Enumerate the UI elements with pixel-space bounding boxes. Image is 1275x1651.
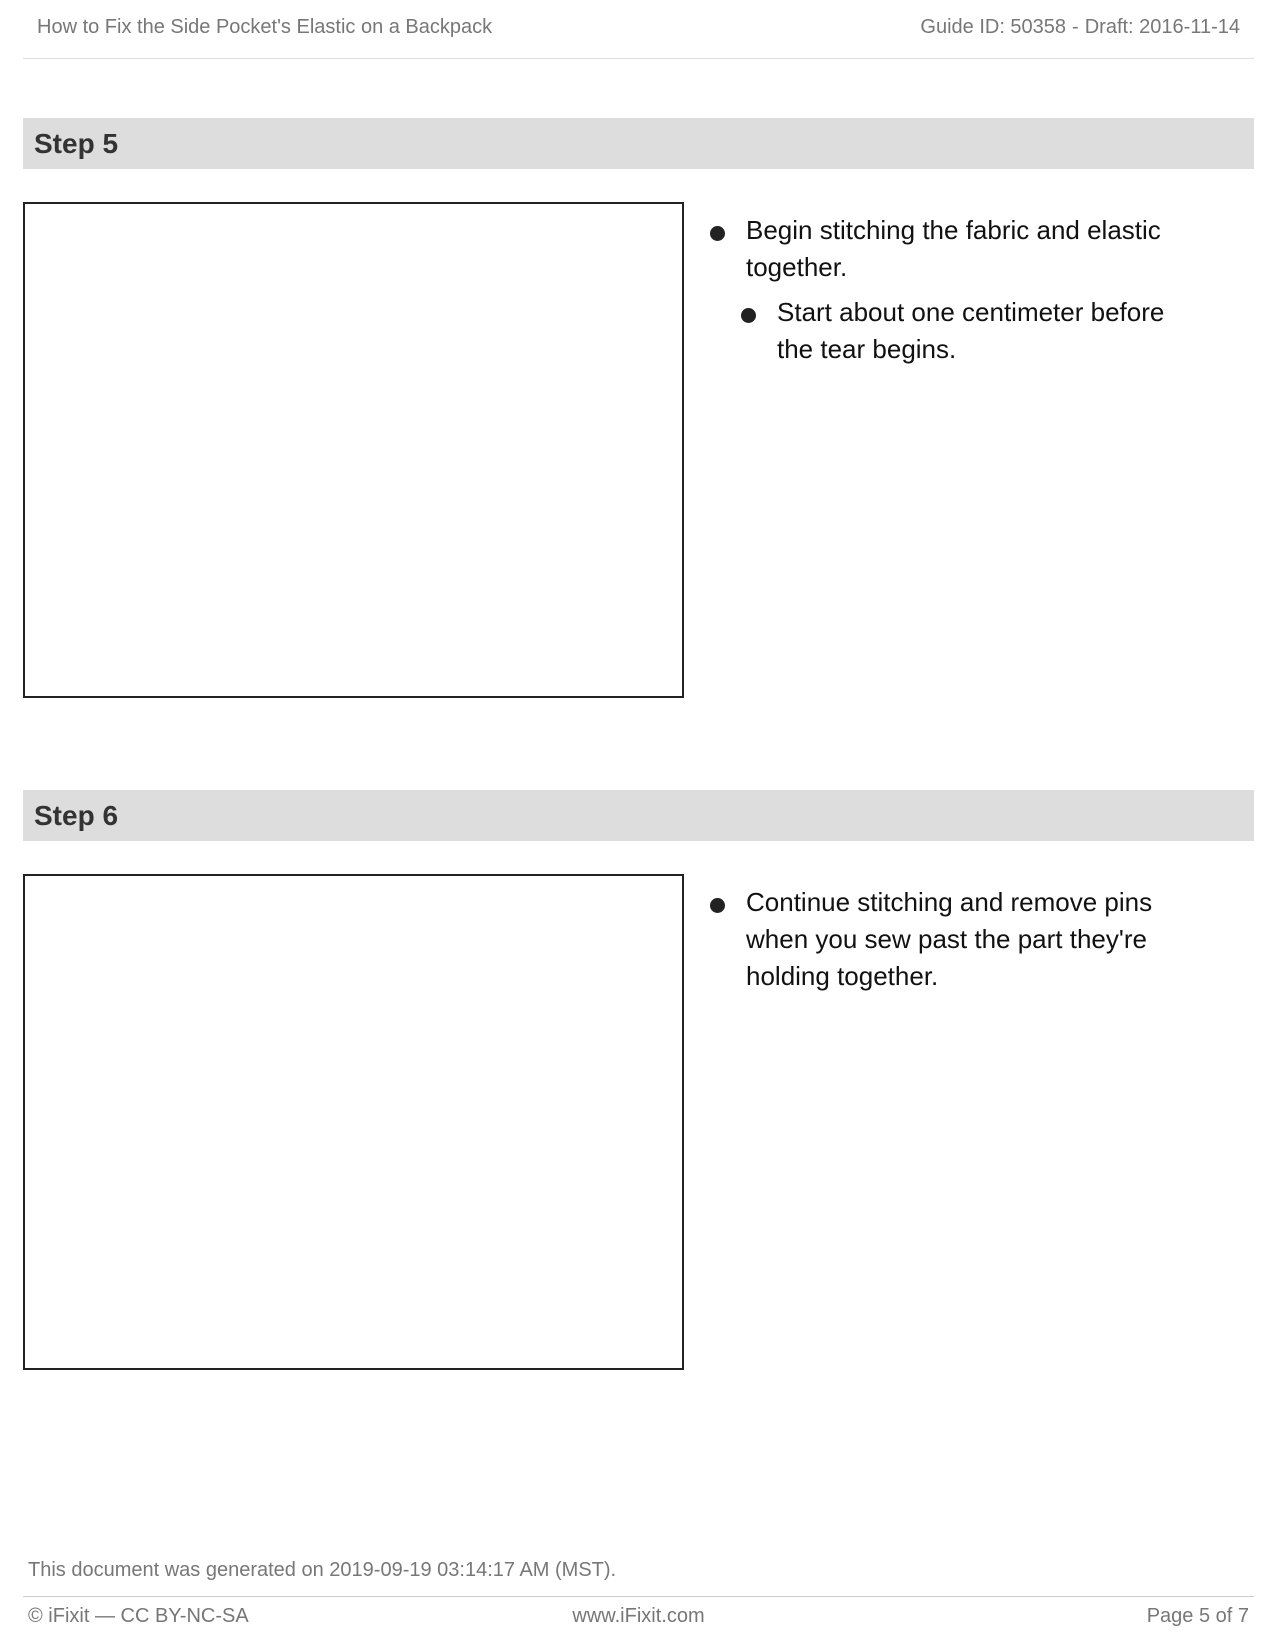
- footer-site: www.iFixit.com: [572, 1605, 705, 1627]
- step-6-image: [23, 874, 684, 1370]
- step-title: Step 6: [34, 800, 119, 831]
- guide-id: Guide ID: 50358: [920, 16, 1067, 38]
- meta-separator: -: [1072, 16, 1079, 38]
- draft-date: Draft: 2016-11-14: [1084, 16, 1240, 38]
- generated-note: This document was generated on 2019-09-19 03:14:17 AM (MST).: [28, 1559, 617, 1581]
- guide-meta: [920, 16, 1240, 39]
- footer-page-number: Page 5 of 7: [1146, 1605, 1249, 1627]
- step-5-header: [23, 118, 1254, 169]
- page-header: [23, 0, 1254, 59]
- step-title: Step 5: [34, 128, 119, 159]
- bullet-dot-icon: [710, 898, 725, 913]
- bullet-text: Start about one centimeter before the tear begins.: [777, 297, 1165, 364]
- footer-license: © iFixit — CC BY-NC-SA: [28, 1605, 249, 1627]
- step-6-bullets: [706, 884, 1206, 1003]
- bullet-dot-icon: [710, 226, 725, 241]
- bullet-item: [706, 884, 1206, 995]
- page-footer: [23, 1596, 1254, 1637]
- bullet-text: Begin stitching the fabric and elastic together.: [746, 215, 1161, 282]
- step-6-header: [23, 790, 1254, 841]
- bullet-text: Continue stitching and remove pins when you sew past the part they're holding together.: [746, 887, 1153, 991]
- bullet-item: [706, 212, 1206, 286]
- step-5-bullets: [706, 212, 1206, 376]
- step-5-image: [23, 202, 684, 698]
- bullet-dot-icon: [741, 308, 756, 323]
- sub-bullet-item: [737, 294, 1206, 368]
- guide-title: How to Fix the Side Pocket's Elastic on a Backpack: [37, 16, 493, 38]
